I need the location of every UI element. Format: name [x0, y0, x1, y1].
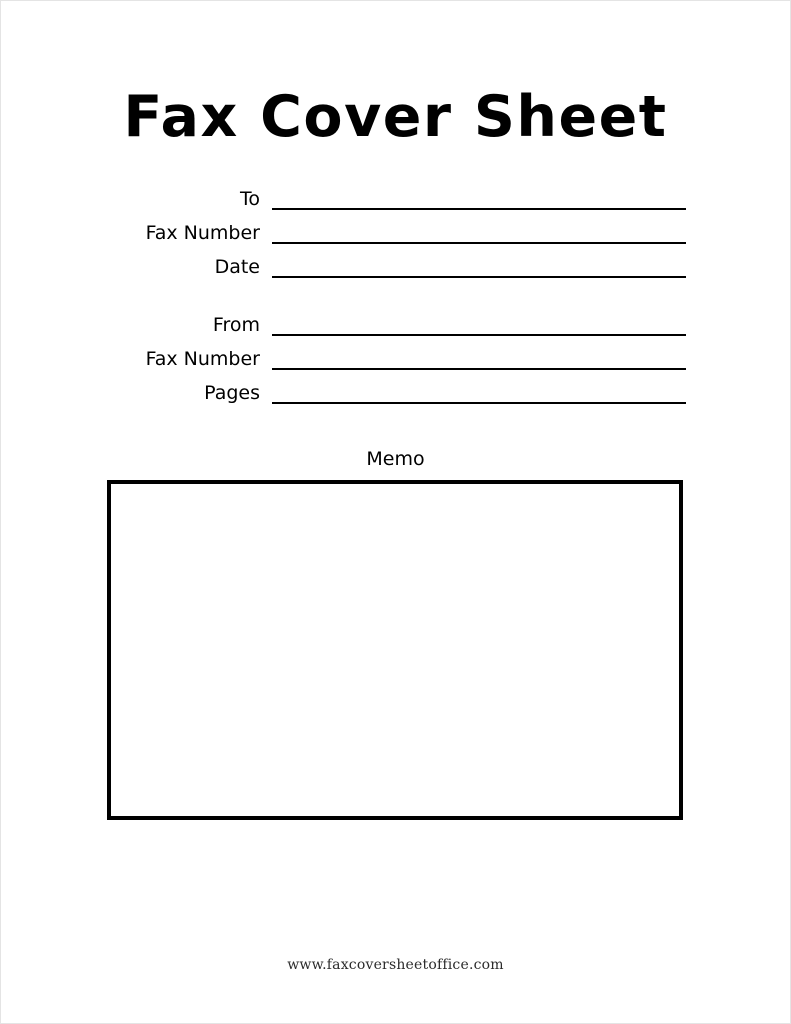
field-input-to[interactable]	[272, 186, 686, 210]
field-input-from[interactable]	[272, 312, 686, 336]
memo-label: Memo	[366, 448, 425, 470]
field-row-date	[110, 244, 686, 278]
field-label-pages: Pages	[204, 382, 260, 404]
memo-textarea[interactable]	[107, 480, 683, 820]
footer-website-url: www.faxcoversheetoffice.com	[287, 957, 504, 973]
field-row-fax-number-to	[110, 210, 686, 244]
field-group-separator	[110, 278, 686, 302]
field-label-to: To	[239, 188, 260, 210]
page-title: Fax Cover Sheet	[123, 84, 668, 150]
field-input-fax-number-to[interactable]	[272, 220, 686, 244]
field-label-from: From	[212, 314, 260, 336]
field-row-pages	[110, 370, 686, 404]
field-input-fax-number-from[interactable]	[272, 346, 686, 370]
field-row-to	[110, 176, 686, 210]
field-label-date: Date	[214, 256, 260, 278]
form-fields	[110, 176, 686, 404]
field-label-fax-number-to: Fax Number	[145, 222, 260, 244]
field-row-from	[110, 302, 686, 336]
field-row-fax-number-from	[110, 336, 686, 370]
field-label-fax-number-from: Fax Number	[145, 348, 260, 370]
field-input-pages[interactable]	[272, 380, 686, 404]
field-input-date[interactable]	[272, 254, 686, 278]
